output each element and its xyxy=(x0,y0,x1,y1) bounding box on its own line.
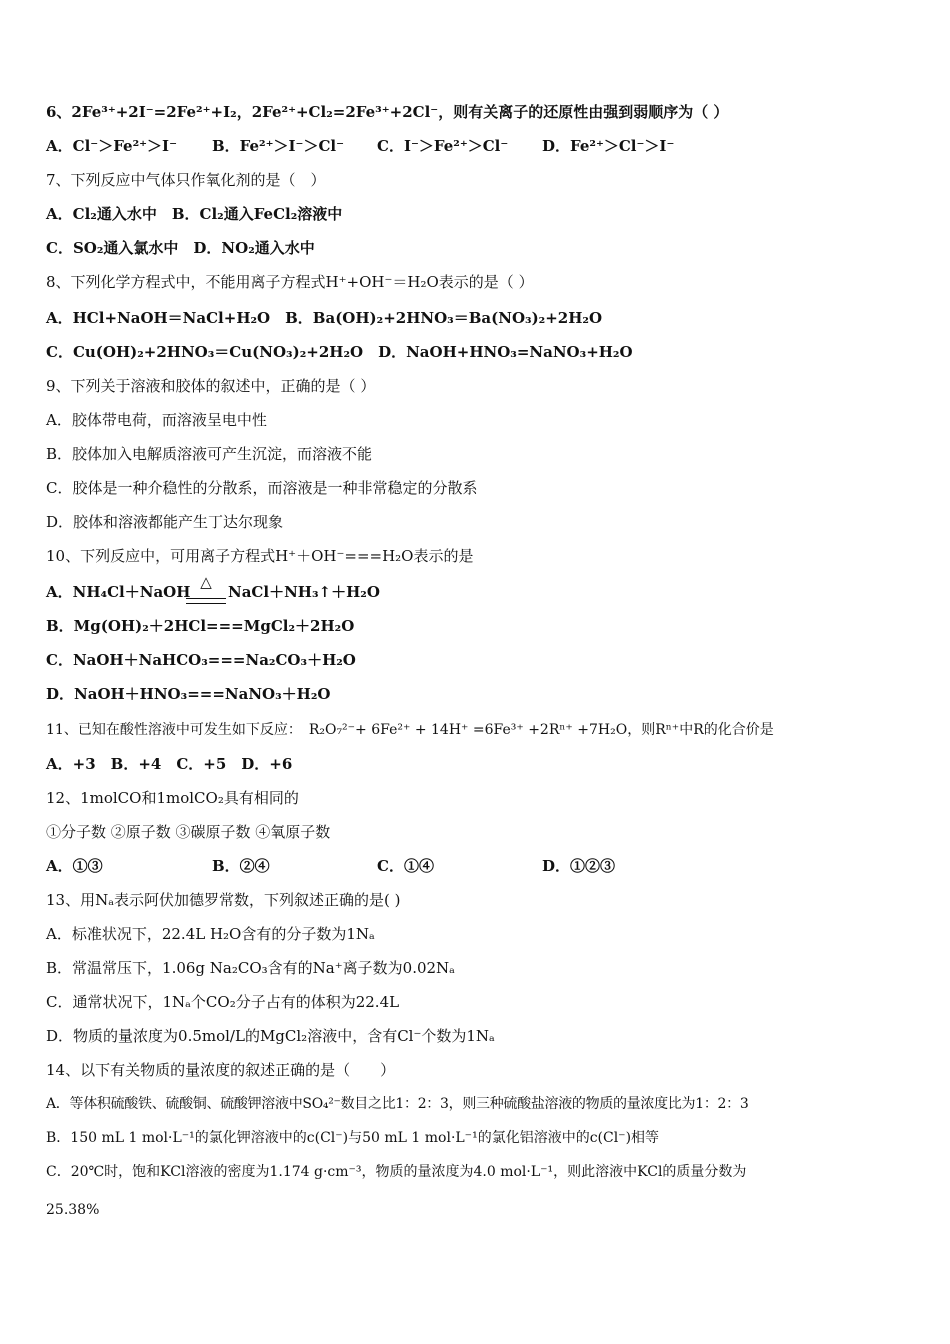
question-8-stem: 8、下列化学方程式中，不能用离子方程式H⁺+OH⁻＝H₂O表示的是（ ） xyxy=(46,273,534,291)
question-12-stem: 12、1molCO和1molCO₂具有相同的 xyxy=(46,789,299,807)
question-12-option-c: C．①④ xyxy=(377,857,434,875)
question-14-option-a: A．等体积硫酸铁、硫酸铜、硫酸钾溶液中SO₄²⁻数目之比1：2：3，则三种硫酸盐溶液的物质的量浓度比为1：2：3 xyxy=(46,1096,749,1112)
question-13-option-b: B．常温常压下，1.06g Na₂CO₃含有的Na⁺离子数为0.02Nₐ xyxy=(46,959,455,977)
question-7-options-cd: C．SO₂通入氯水中 D．NO₂通入水中 xyxy=(46,239,315,257)
question-6-stem: 6、2Fe³⁺+2I⁻=2Fe²⁺+I₂，2Fe²⁺+Cl₂=2Fe³⁺+2Cl⁻，则有关离子的还原性由强到弱顺序为（ ） xyxy=(46,103,729,121)
question-9-option-c: C．胶体是一种介稳性的分散系，而溶液是一种非常稳定的分散系 xyxy=(46,479,478,497)
question-14-option-b: B．150 mL 1 mol·L⁻¹的氯化钾溶液中的c(Cl⁻)与50 mL 1 mol·L⁻¹的氯化铝溶液中的c(Cl⁻)相等 xyxy=(46,1130,660,1146)
question-10-option-d: D．NaOH＋HNO₃===NaNO₃＋H₂O xyxy=(46,685,331,703)
question-13-option-d: D．物质的量浓度为0.5mol/L的MgCl₂溶液中，含有Cl⁻个数为1Nₐ xyxy=(46,1027,495,1045)
question-10-option-c: C．NaOH＋NaHCO₃===Na₂CO₃＋H₂O xyxy=(46,651,356,669)
question-10-stem: 10、下列反应中，可用离子方程式H⁺＋OH⁻===H₂O表示的是 xyxy=(46,547,474,565)
question-14-stem: 14、以下有关物质的量浓度的叙述正确的是（ ） xyxy=(46,1061,396,1079)
question-13-stem: 13、用Nₐ表示阿伏加德罗常数，下列叙述正确的是( ) xyxy=(46,891,401,909)
reaction-equals-bar xyxy=(186,598,226,604)
question-6-option-d: D．Fe²⁺＞Cl⁻＞I⁻ xyxy=(542,137,675,155)
question-9-option-b: B．胶体加入电解质溶液可产生沉淀，而溶液不能 xyxy=(46,445,373,463)
question-14-option-c-continued: 25.38% xyxy=(46,1202,100,1218)
question-10-option-a-left: A．NH₄Cl＋NaOH xyxy=(46,583,191,601)
question-13-option-c: C．通常状况下，1Nₐ个CO₂分子占有的体积为22.4L xyxy=(46,993,400,1011)
question-9-option-d: D．胶体和溶液都能产生丁达尔现象 xyxy=(46,513,284,531)
question-12-option-a: A．①③ xyxy=(46,857,103,875)
question-11-stem: 11、已知在酸性溶液中可发生如下反应： R₂O₇²⁻+ 6Fe²⁺ + 14H⁺ =6Fe³⁺ +2Rⁿ⁺ +7H₂O，则Rⁿ⁺中R的化合价是 xyxy=(46,722,774,738)
question-12-option-d: D．①②③ xyxy=(542,857,616,875)
question-9-option-a: A．胶体带电荷，而溶液呈电中性 xyxy=(46,411,267,429)
question-9-stem: 9、下列关于溶液和胶体的叙述中，正确的是（ ） xyxy=(46,377,376,395)
question-7-stem: 7、下列反应中气体只作氧化剂的是（ ） xyxy=(46,171,326,189)
question-12-option-b: B．②④ xyxy=(212,857,270,875)
heat-symbol: △ xyxy=(200,573,212,591)
question-10-option-a-right: NaCl＋NH₃↑＋H₂O xyxy=(228,583,380,601)
question-8-options-ab: A．HCl+NaOH＝NaCl+H₂O B．Ba(OH)₂+2HNO₃＝Ba(NO₃)₂+2H₂O xyxy=(46,309,603,327)
question-11-options: A．+3 B．+4 C．+5 D．+6 xyxy=(46,755,293,773)
question-13-option-a: A．标准状况下，22.4L H₂O含有的分子数为1Nₐ xyxy=(46,925,375,943)
question-14-option-c: C．20℃时，饱和KCl溶液的密度为1.174 g·cm⁻³，物质的量浓度为4.0 mol·L⁻¹，则此溶液中KCl的质量分数为 xyxy=(46,1164,747,1180)
question-10-option-b: B．Mg(OH)₂＋2HCl===MgCl₂＋2H₂O xyxy=(46,617,355,635)
question-6-option-a: A．Cl⁻＞Fe²⁺＞I⁻ xyxy=(46,137,177,155)
question-7-options-ab: A．Cl₂通入水中 B．Cl₂通入FeCl₂溶液中 xyxy=(46,205,343,223)
question-6-option-b: B．Fe²⁺＞I⁻＞Cl⁻ xyxy=(212,137,345,155)
question-8-options-cd: C．Cu(OH)₂+2HNO₃＝Cu(NO₃)₂+2H₂O D．NaOH+HNO₃=NaNO₃+H₂O xyxy=(46,343,633,361)
question-12-items: ①分子数 ②原子数 ③碳原子数 ④氧原子数 xyxy=(46,823,331,841)
question-6-option-c: C．I⁻＞Fe²⁺＞Cl⁻ xyxy=(377,137,509,155)
